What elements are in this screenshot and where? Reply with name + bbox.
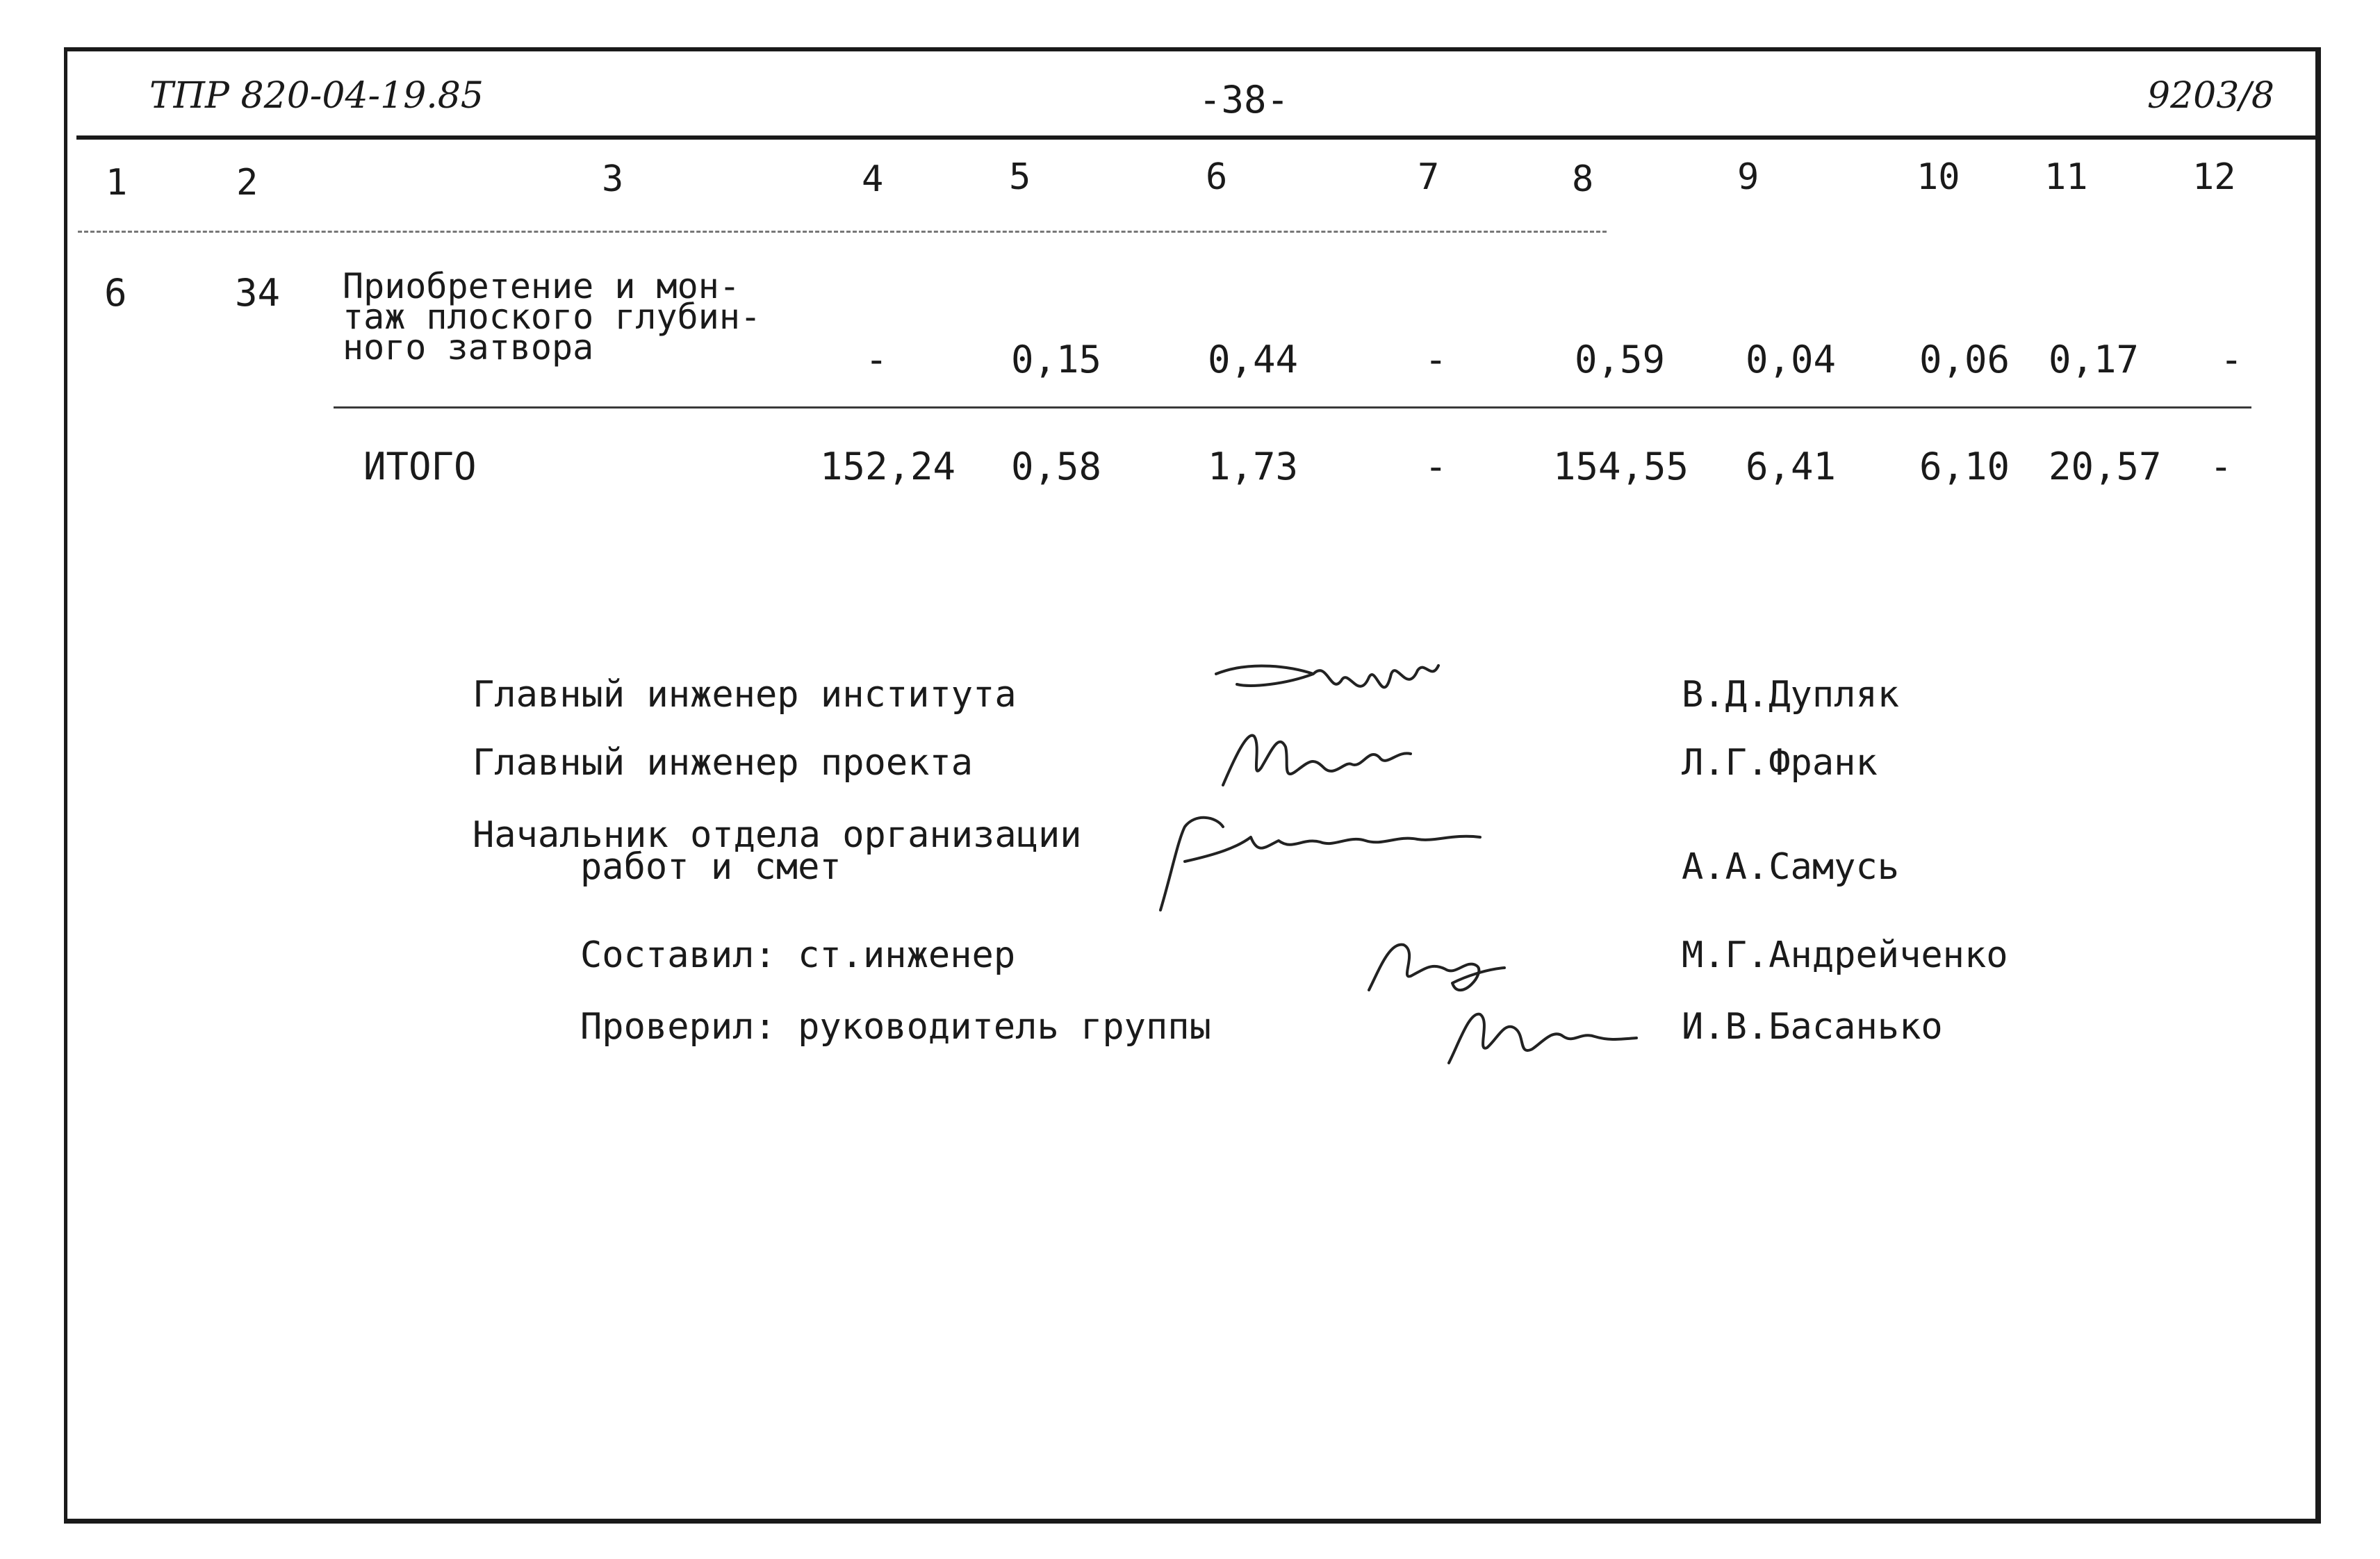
description-line: ного затвора	[343, 327, 594, 368]
total-col9: 6,41	[1746, 445, 1837, 488]
cell-col12: -	[2220, 338, 2243, 381]
sheet-code: 9203/8	[2147, 75, 2274, 117]
handwritten-signature	[1209, 653, 1445, 729]
handwritten-signature	[1119, 799, 1494, 924]
column-number: 2	[236, 162, 258, 204]
signer-role-continued: работ и смет	[580, 846, 842, 888]
total-col6: 1,73	[1208, 445, 1299, 488]
page-number: -38-	[1199, 78, 1290, 122]
total-col11: 20,57	[2049, 445, 2162, 488]
cell-col9: 0,04	[1746, 338, 1837, 381]
total-col8: 154,55	[1553, 445, 1689, 488]
signer-name: В.Д.Дупляк	[1682, 674, 1900, 716]
column-number: 9	[1737, 156, 1759, 198]
signer-name: И.В.Басанько	[1682, 1006, 1943, 1048]
handwritten-signature	[1213, 719, 1421, 795]
total-col4: 152,24	[820, 445, 956, 488]
total-col5: 0,58	[1011, 445, 1102, 488]
signer-role: Проверил: руководитель группы	[580, 1006, 1211, 1048]
column-number: 1	[106, 162, 128, 204]
cell-col7: -	[1425, 338, 1447, 381]
cell-col11: 0,17	[2049, 338, 2140, 381]
column-number: 4	[862, 158, 884, 200]
signer-role: Составил: ст.инженер	[580, 934, 1016, 976]
signer-role: Главный инженер института	[473, 674, 1017, 716]
cell-col10: 0,06	[1919, 338, 2010, 381]
total-col7: -	[1425, 445, 1447, 488]
cell-description	[343, 266, 762, 368]
column-number: 8	[1572, 158, 1594, 200]
header-divider	[76, 135, 2315, 140]
signer-name: М.Г.Андрейченко	[1682, 934, 2008, 976]
total-label: ИТОГО	[363, 445, 477, 488]
column-number: 11	[2044, 156, 2088, 198]
cell-col5: 0,15	[1011, 338, 1102, 381]
item-divider	[334, 406, 2251, 409]
handwritten-signature	[1438, 993, 1640, 1077]
cell-position: 6	[104, 271, 127, 315]
column-header-divider	[78, 231, 1607, 233]
cell-col8: 0,59	[1575, 338, 1666, 381]
signer-name: А.А.Самусь	[1682, 846, 1900, 888]
description-line: таж плоского глубин-	[343, 297, 762, 337]
cell-code: 34	[235, 271, 281, 315]
description-line: Приобретение и мон-	[343, 266, 740, 306]
signer-name: Л.Г.Франк	[1682, 742, 1878, 784]
document-code: ТПР 820-04-19.85	[149, 75, 484, 117]
column-number: 6	[1206, 156, 1228, 198]
signer-role: Начальник отдела организации	[473, 814, 1082, 856]
column-number: 7	[1418, 156, 1440, 198]
total-col12: -	[2210, 445, 2233, 488]
column-number: 3	[602, 158, 624, 200]
column-number: 12	[2192, 156, 2236, 198]
total-col10: 6,10	[1919, 445, 2010, 488]
column-number: 10	[1917, 156, 1960, 198]
column-number: 5	[1009, 156, 1031, 198]
signer-role: Главный инженер проекта	[473, 742, 974, 784]
cell-col4: -	[865, 338, 888, 381]
cell-col6: 0,44	[1208, 338, 1299, 381]
